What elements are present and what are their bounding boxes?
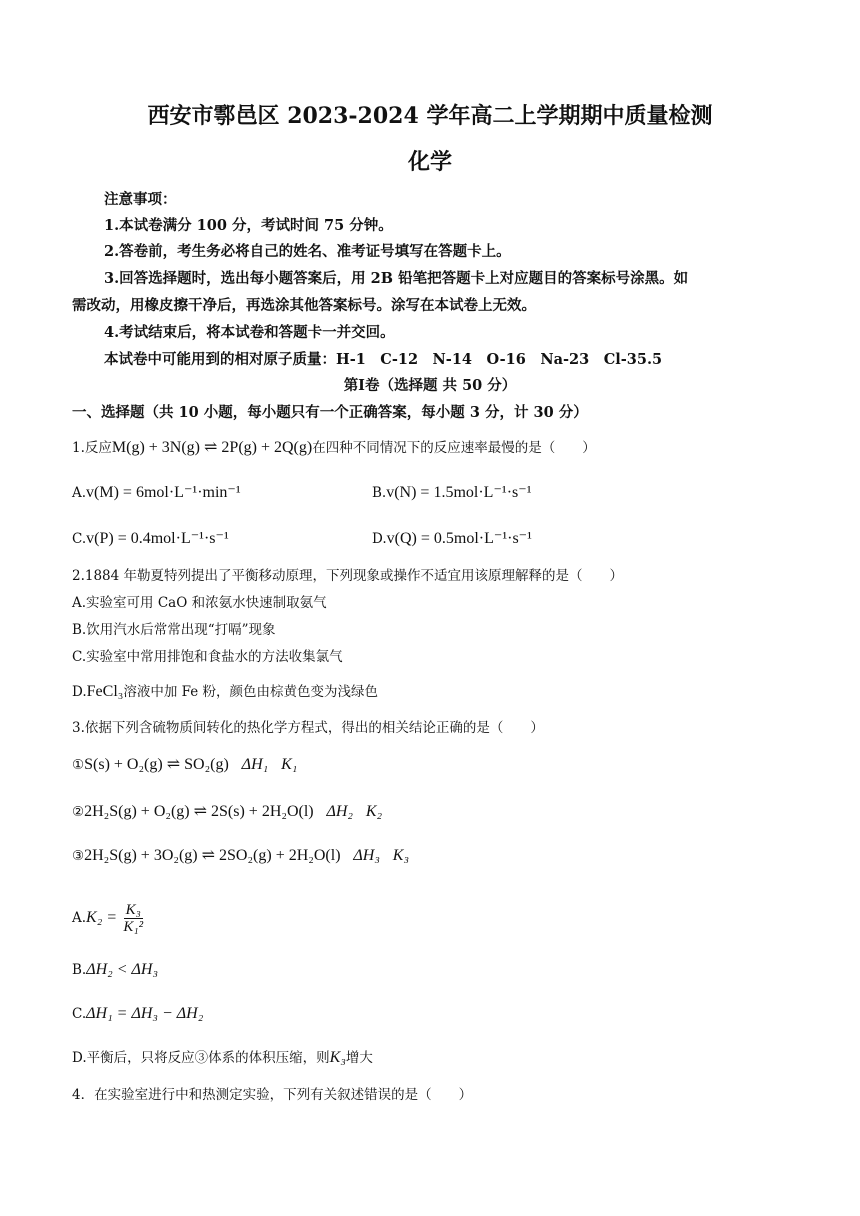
q1-suffix: 在四种不同情况下的反应速率最慢的是（ ） <box>312 440 596 456</box>
question-4-stem: 4．在实验室进行中和热测定实验，下列有关叙述错误的是（ ） <box>72 1087 473 1103</box>
q2-option-c: C.实验室中常用排饱和食盐水的方法收集氯气 <box>72 649 343 665</box>
option-label: B. <box>72 962 87 978</box>
notice-item-3-line-1: 3.回答选择题时，选出每小题答案后，用 2B 铅笔把答题卡上对应题目的答案标号涂黑。如 <box>104 270 689 287</box>
equilibrium-constant: K₃ <box>392 847 410 864</box>
fraction <box>121 902 145 935</box>
equation-formula: 2H₂S(g) + 3O₂(g) ⇌ 2SO₂(g) + 2H₂O(l) <box>84 847 341 864</box>
q3-option-a <box>72 898 145 938</box>
equilibrium-constant: K₃ <box>329 1049 346 1066</box>
option-formula: v(Q) = 0.5mol·L⁻¹·s⁻¹ <box>386 530 532 547</box>
question-3-stem: 3.依据下列含硫物质间转化的热化学方程式，得出的相关结论正确的是（ ） <box>72 720 544 736</box>
equation-number: ② <box>72 804 85 820</box>
q1-prefix: 1.反应 <box>72 440 112 456</box>
atomic-masses: 本试卷中可能用到的相对原子质量：H-1 C-12 N-14 O-16 Na-23 Cl-35.5 <box>104 351 663 368</box>
equilibrium-constant: K₂ <box>365 803 383 820</box>
notice-item-4: 4.考试结束后，将本试卷和答题卡一并交回。 <box>104 324 395 341</box>
option-label: D. <box>372 531 387 547</box>
q1-option-d <box>372 529 532 549</box>
q1-option-b <box>372 483 531 503</box>
notice-heading: 注意事项： <box>104 191 177 208</box>
q1-equation: M(g) + 3N(g) ⇌ 2P(g) + 2Q(g) <box>111 439 313 456</box>
option-label: A. <box>72 910 87 926</box>
enthalpy-symbol: ΔH₂ <box>326 803 353 820</box>
equilibrium-constant: K₁ <box>281 756 298 773</box>
question-1-stem <box>72 438 596 458</box>
option-text: D.平衡后，只将反应③体系的体积压缩，则 <box>72 1050 330 1066</box>
q3-option-b <box>72 960 158 980</box>
notice-item-2: 2.答卷前，考生务必将自己的姓名、准考证号填写在答题卡上。 <box>104 243 511 260</box>
q1-option-a <box>72 483 241 503</box>
option-text: 溶液中加 Fe 粉，颜色由棕黄色变为浅绿色 <box>123 684 379 700</box>
q3-option-d <box>72 1048 373 1068</box>
enthalpy-symbol: ΔH₁ <box>241 756 269 773</box>
option-label: C. <box>72 1006 87 1022</box>
q2-option-b: B.饮用汽水后常常出现“打嗝”现象 <box>72 622 276 638</box>
option-formula: v(M) = 6mol·L⁻¹·min⁻¹ <box>86 484 241 501</box>
section-heading: 一、选择题（共 10 小题，每小题只有一个正确答案，每小题 3 分，计 30 分） <box>72 404 588 421</box>
option-formula: v(N) = 1.5mol·L⁻¹·s⁻¹ <box>386 484 532 501</box>
q3-equation-3 <box>72 846 409 866</box>
option-formula: v(P) = 0.4mol·L⁻¹·s⁻¹ <box>86 530 229 547</box>
option-formula: FeCl₃ <box>86 683 124 700</box>
option-formula: ΔH₂ < ΔH₃ <box>86 961 159 978</box>
equation-number: ① <box>72 757 85 773</box>
page-title: 西安市鄠邑区 2023-2024 学年高二上学期期中质量检测 <box>147 103 713 129</box>
option-label: C. <box>72 531 87 547</box>
option-label: A. <box>72 485 87 501</box>
q3-equation-2 <box>72 802 382 822</box>
equation-formula: S(s) + O₂(g) ⇌ SO₂(g) <box>84 756 229 773</box>
q3-option-c <box>72 1004 203 1024</box>
equation-formula: 2H₂S(g) + O₂(g) ⇌ 2S(s) + 2H₂O(l) <box>84 803 314 820</box>
equation-number: ③ <box>72 848 85 864</box>
enthalpy-symbol: ΔH₃ <box>353 847 380 864</box>
q2-option-d <box>72 682 378 702</box>
question-2-stem: 2.1884 年勒夏特列提出了平衡移动原理，下列现象或操作不适宜用该原理解释的是（ ） <box>72 568 624 584</box>
option-text: 增大 <box>345 1050 373 1066</box>
q3-equation-1 <box>72 755 297 775</box>
fraction-numerator: K₃ <box>125 902 141 918</box>
notice-item-3-line-2: 需改动，用橡皮擦干净后，再选涂其他答案标号。涂写在本试卷上无效。 <box>72 297 536 314</box>
volume-title: 第Ⅰ卷（选择题 共 50 分） <box>343 377 517 394</box>
subject-title: 化学 <box>407 149 452 175</box>
q2-option-a: A.实验室可用 CaO 和浓氨水快速制取氨气 <box>72 595 327 611</box>
option-formula: K₂ = <box>86 909 118 926</box>
option-label: B. <box>372 485 387 501</box>
fraction-denominator: K₁² <box>123 919 144 935</box>
notice-item-1: 1.本试卷满分 100 分，考试时间 75 分钟。 <box>104 217 393 234</box>
option-formula: ΔH₁ = ΔH₃ − ΔH₂ <box>86 1005 204 1022</box>
option-label: D. <box>72 684 87 700</box>
q1-option-c <box>72 529 229 549</box>
